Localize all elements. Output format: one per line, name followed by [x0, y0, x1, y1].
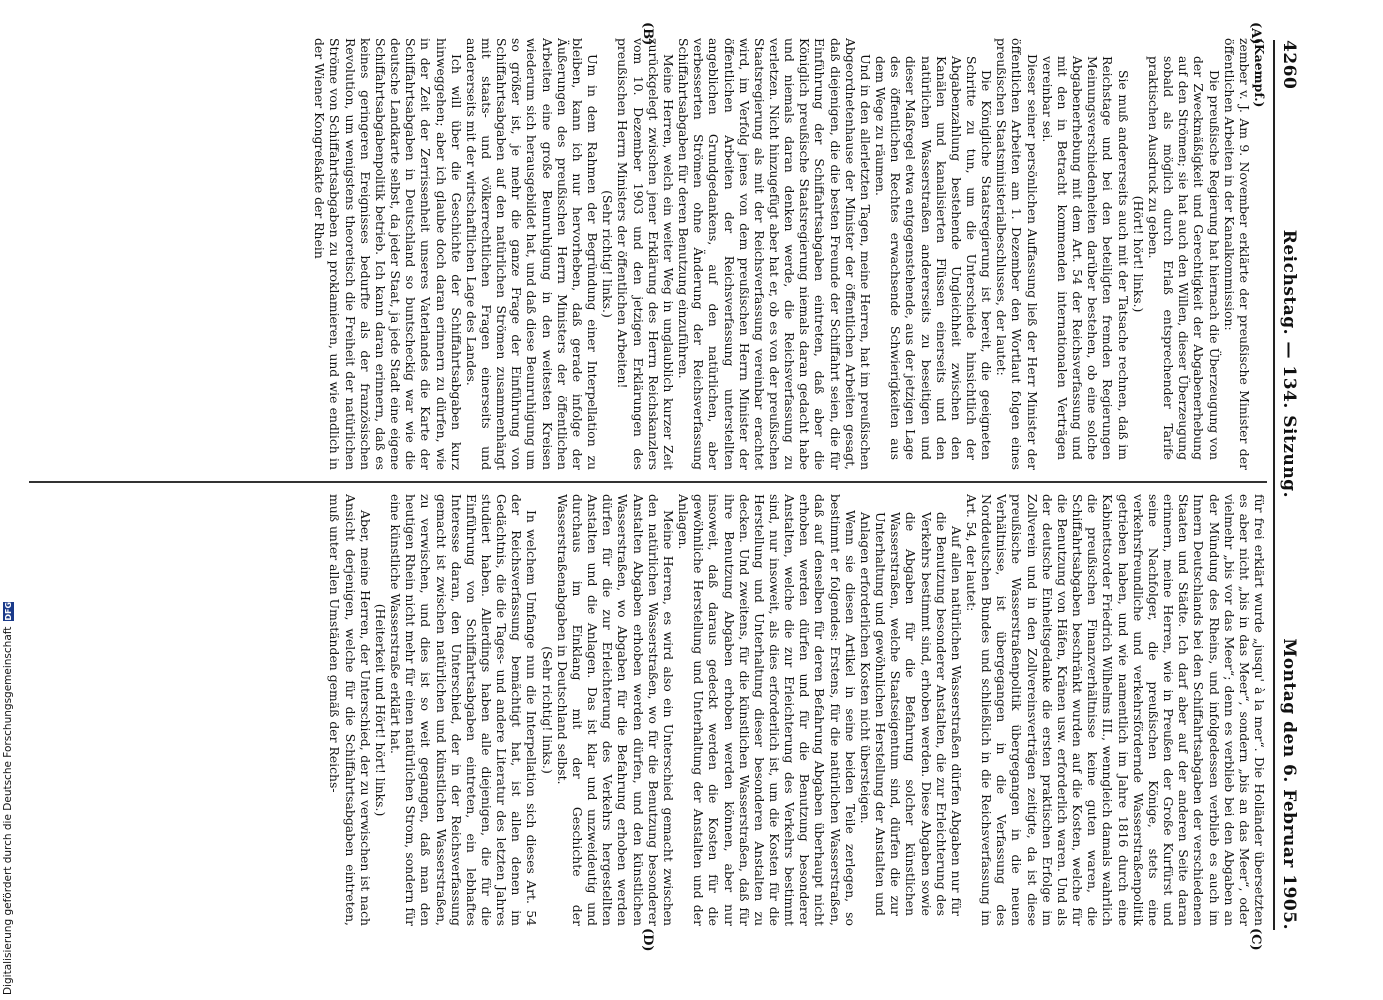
paragraph: Meine Herren, es wird also ein Unterschied gemacht zwischen den natürlichen Wasserstraßen, wo für die Benutzung besonderer Anstalten Abgaben erhoben werden dürfen, und den künstlichen Wasserstraßen, wo Abgaben für die Befahrung erhoben werden dürfen für die zur Erleichterung des Verkehrs hergestellten Anstalten und die Anlagen. Das ist klar und unzweideutig und durchaus im Einklang mit der Geschichte der Wasserstraßenabgaben in Deutschland selbst.: [554, 494, 676, 926]
page-number: 4260: [1279, 40, 1299, 90]
paragraph: Um in dem Rahmen der Begründung einer Interpellation zu bleiben, kann ich nur hervorheben, daß gerade infolge der Äußerungen des preußischen Herrn Ministers der öffentlichen Arbeiten eine große Beunruhigung in den weitesten Kreisen wiederum sich herausgebildet hat, und daß diese Beunruhigung um so größer ist, je mehr die ganze Frage der Einführung von Schiffahrtsabgaben auf den natürlichen Strömen zusammenhängt mit staats- und völkerrechtlichen Fragen einerseits und andererseits mit der wirtschaftlichen Lage des Landes.: [463, 38, 601, 470]
margin-marker-b: (B): [640, 22, 655, 46]
paragraph: Ich will über die Geschichte der Schiffahrtsabgaben kurz hinweggehen; aber ich glaube doch daran erinnern zu dürfen, wie in der Zeit der Zerrissenheit unseres Vaterlandes die Karte der Schiffahrtsabgaben in Deutschland so buntscheckig war wie die deutsche Landkarte selbst, da jeder Staat, ja jede Stadt eine eigene Schiffahrtsabgabenpolitik betrieb. Ich kann daran erinnern, daß es keines geringeren Ereignisses bedurfte als der französischen Revolution, um wenigstens theoretisch die Freiheit der natürlichen Ströme von Schiffahrtsabgaben zu proklamieren, und wie endlich in der Wiener Kongreßakte der Rhein: [312, 38, 464, 470]
paragraph: Aber, meine Herren, der Unterschied, der zu verwischen ist nach Ansicht derjenigen, welche für die Schiffahrtsabgaben eintreten, muß unter allen Umständen gemäß der Reichs-: [327, 494, 373, 926]
interjection: (Sehr richtig! links.): [600, 190, 616, 318]
rotated-printed-page: [15, 20, 1315, 950]
text-column-right: [29, 494, 1267, 926]
margin-marker-c: (C): [1248, 928, 1263, 951]
digitization-credit: [1, 601, 15, 995]
paragraph: Und in den allerletzten Tagen, meine Herren, hat im preußischen Abgeordnetenhause der Minister der öffentlichen Arbeiten gesagt, daß diejenigen, die die besten Freunde der Schiffahrt seien, die für Einführung der Schiffahrtsabgaben eintreten, daß aber die Königlich preußische Staatsregierung niemals daran gedacht habe und niemals daran denken werde, die Reichsverfassung zu verletzen. Nicht hinzugefügt aber hat er, ob es von der preußischen Staatsregierung als mit der Reichsverfassung vereinbar erachtet wird, im Verfolg jenes von dem preußischen Herrn Minister der öffentlichen Arbeiten der Reichsverfassung unterstellten angeblichen Grundgedankens, auf den natürlichen, aber verbesserten Strömen ohne Änderung der Reichsverfassung Schiffahrtsabgaben für deren Benutzung einzuführen.: [676, 38, 873, 470]
running-head: [1279, 40, 1309, 930]
paragraph: zember v. J. Am 9. November erklärte der preußische Minister der öffentlichen Arbeiten in der Kanalkommission:: [1221, 38, 1252, 470]
header-rule: [1273, 40, 1275, 930]
paragraph: Die Königliche Staatsregierung ist bereit, die geeigneten Schritte zu tun, um die Unterschiede hinsichtlich der Abgabenzahlung bestehende Ungleichheit zwischen den Kanälen und kanalisierten Flüssen einerseits und den natürlichen Wasserstraßen andererseits zu beseitigen und dieser Maßregel etwa entgegenstehende, aus der jetzigen Lage des öffentlichen Rechtes erwachsende Schwierigkeiten aus dem Wege zu räumen.: [873, 56, 995, 460]
session-date: Montag den 6. Februar 1905.: [1279, 638, 1299, 930]
margin-marker-d: (D): [640, 928, 655, 952]
paragraph: Sie muß andererseits auch mit der Tatsache rechnen, daß im Reichstage und bei den beteiligten fremden Regierungen Meinungsverschiedenheiten darüber bestehen, ob eine solche Abgabenerhebung mit dem Art. 54 der Reichsverfassung und mit den in Betracht kommenden internationalen Verträgen vereinbar sei.: [1039, 56, 1131, 460]
paragraph: Meine Herren, welch ein weiter Weg in unglaublich kurzer Zeit zurückgelegt zwischen jener Erklärung des Herrn Reichskanzlers vom 10. Dezember 1903 und den jetzigen Erklärungen des preußischen Herrn Ministers der öffentlichen Arbeiten!: [615, 38, 676, 470]
paragraph: Dieser seiner persönlichen Auffassung ließ der Herr Minister der öffentlichen Arbeiten am 1. Dezember den Wortlaut folgen eines preußischen Staatsministerialbeschlusses, der lautet:: [994, 38, 1040, 470]
column-divider: [29, 481, 1267, 483]
interjection: (Sehr richtig! links.): [539, 646, 555, 774]
speaker-name: (Kaempf.): [1252, 38, 1267, 108]
interjection: (Hört! hört! links.): [1130, 195, 1146, 313]
paragraph: Die preußische Regierung hat hiernach die Überzeugung von der Zweckmäßigkeit und Gerechtigkeit der Abgabenerhebung auf den Strömen; sie hat auch den Willen, dieser Überzeugung sobald als möglich durch Erlaß entsprechender Tarife praktischen Ausdruck zu geben.: [1145, 56, 1222, 460]
interjection: (Heiterkeit und Hört! hört! links.): [372, 603, 388, 817]
margin-marker-a: (A): [1248, 22, 1263, 45]
paragraph: In welchem Umfange nun die Interpellation sich dieses Art. 54 der Reichsverfassung bemächtigt hat, ist allen denen im Gedächtnis, die die Tages- und andere Literatur des letzten Jahres studiert haben. Allerdings haben alle diejenigen, die für die Einführung von Schiffahrtsabgaben eintreten, ein lebhaftes Interesse daran, den Unterschied, der in der Reichsverfassung gemacht ist zwischen natürlichen und künstlichen Wasserstraßen, zu verwischen, und dies ist so weit gegangen, daß man den heutigen Rhein nicht mehr für einen natürlichen Strom, sondern für eine künstliche Wasserstraße erklärt hat.: [388, 494, 540, 926]
credit-text: Digitalisierung gefördert durch die Deutsche Forschungsgemeinschaft: [2, 626, 14, 995]
text-column-left: [29, 38, 1267, 470]
dfg-logo: DFG: [3, 601, 13, 621]
paragraph: Auf allen natürlichen Wasserstraßen dürfen Abgaben nur für die Benutzung besonderer Anstalten, die zur Erleichterung des Verkehrs bestimmt sind, erhoben werden. Diese Abgaben sowie die Abgaben für die Befahrung solcher künstlichen Wasserstraßen, welche Staatseigentum sind, dürfen die zur Unterhaltung und gewöhnlichen Herstellung der Anstalten und Anlagen erforderlichen Kosten nicht übersteigen.: [857, 512, 964, 916]
paragraph: Wenn sie diesen Artikel in seine beiden Teile zerlegen, so bestimmt er folgendes: Erstens, für die natürlichen Wasserstraßen, daß auf denselben für deren Befahrung Abgaben überhaupt nicht erhoben werden dürfen und für die Benutzung besonderer Anstalten, welche die zur Erleichterung des Verkehrs bestimmt sind, nur insoweit, als dies erforderlich ist, um die Kosten für die Herstellung und Unterhaltung dieser besonderen Anstalten zu decken. Und zweitens, für die künstlichen Wasserstraßen, daß für ihre Benutzung Abgaben erhoben werden können, aber nur insoweit, daß daraus gedeckt werden die Kosten für die gewöhnliche Herstellung und Unterhaltung der Anstalten und der Anlagen.: [676, 494, 858, 926]
page-title: Reichstag. — 134. Sitzung.: [1279, 229, 1299, 498]
paragraph: für frei erklärt wurde „jusqu' à la mer“. Die Holländer übersetzten es aber nicht „bis in das Meer“, sondern „bis an das Meer“, oder vielmehr „bis vor das Meer“; denn es verblieb bei den Abgaben an der Mündung des Rheins, und infolgedessen verblieb es auch im Innern Deutschlands bei den Schiffahrtsabgaben der verschiedenen Staaten und Städte. Ich darf aber auf der anderen Seite daran erinnern, meine Herren, wie in Preußen der Große Kurfürst und seine Nachfolger, die preußischen Könige, stets eine verkehrsfreundliche und verkehrsfördernde Wasserstraßenpolitik getrieben haben, und wie namentlich im Jahre 1816 durch eine Kabinettsorder Friedrich Wilhelms III., wenngleich damals wahrlich die preußischen Finanzverhältnisse keine guten waren, die Schiffahrtsabgaben beschränkt wurden auf die Kosten, welche für die Benutzung von Häfen, Kränen usw. erforderlich waren. Und als der deutsche Einheitsgedanke die ersten praktischen Erfolge im Zollverein und in den Zollvereinsverträgen zeitigte, da ist diese preußische Wasserstraßenpolitik übergegangen in die neuen Verhältnisse, ist übergegangen in die Verfassung des Norddeutschen Bundes und schließlich in die Reichsverfassung im Art. 54, der lautet:: [964, 494, 1267, 926]
